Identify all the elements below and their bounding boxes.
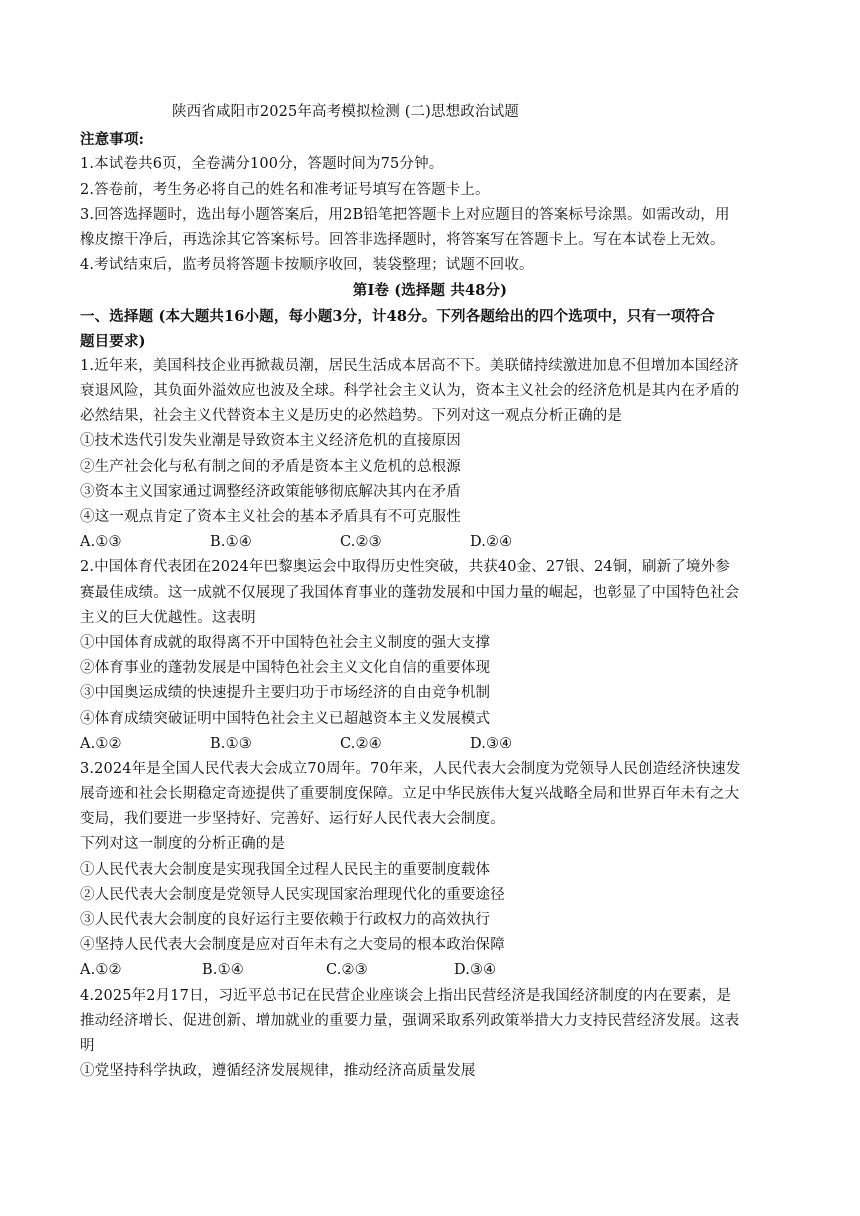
question-stem: 明 [80, 1037, 95, 1054]
statement: ②生产社会化与私有制之间的矛盾是资本主义危机的总根源 [80, 458, 461, 475]
option-c: C.②④ [340, 735, 382, 752]
question-stem: 4.2025年2月17日，习近平总书记在民营企业座谈会上指出民营经济是我国经济制度的内在要素，是 [80, 987, 732, 1004]
notice-item: 2.答卷前，考生务必将自己的姓名和准考证号填写在答题卡上。 [80, 181, 490, 198]
statement: ①党坚持科学执政，遵循经济发展规律，推动经济高质量发展 [80, 1063, 476, 1080]
question-stem: 衰退风险，其负面外溢效应也波及全球。科学社会主义认为，资本主义社会的经济危机是其内在矛盾的 [80, 383, 740, 400]
statement: ①人民代表大会制度是实现我国全过程人民民主的重要制度载体 [80, 861, 491, 878]
option-b: B.①④ [202, 962, 244, 979]
statement: ③人民代表大会制度的良好运行主要依赖于行政权力的高效执行 [80, 912, 491, 928]
question-stem: 赛最佳成绩。这一成就不仅展现了我国体育事业的蓬勃发展和中国力量的崛起，也彰显了中国特色社会 [80, 584, 740, 601]
notice-item: 4.考试结束后，监考员将答题卡按顺序收回，装袋整理；试题不回收。 [80, 257, 534, 274]
question-4 [80, 984, 780, 1085]
question-1 [80, 354, 780, 556]
notice-item: 橡皮擦干净后，再选涂其它答案标号。回答非选择题时，将答案写在答题卡上。写在本试卷上无效。 [80, 231, 725, 248]
question-stem: 下列对这一制度的分析正确的是 [80, 836, 286, 853]
question-stem: 1.近年来，美国科技企业再掀裁员潮，居民生活成本居高不下。美联储持续激进加息不但增加本国经济 [80, 357, 739, 374]
question-stem: 必然结果，社会主义代替资本主义是历史的必然趋势。下列对这一观点分析正确的是 [80, 408, 623, 425]
question-3 [80, 757, 780, 984]
option-b: B.①③ [210, 735, 252, 752]
question-stem: 3.2024年是全国人民代表大会成立70周年。70年来，人民代表大会制度为党领导人民创造经济快速发 [80, 760, 741, 777]
option-a: A.①② [80, 735, 122, 752]
answer-options [80, 732, 780, 757]
question-stem: 2.中国体育代表团在2024年巴黎奥运会中取得历史性突破，共获40金、27银、24铜，刷新了境外参 [80, 559, 730, 576]
option-b: B.①④ [210, 534, 252, 551]
statement: ④坚持人民代表大会制度是应对百年未有之大变局的根本政治保障 [80, 937, 505, 954]
option-a: A.①③ [80, 534, 122, 551]
statement: ③中国奥运成绩的快速提升主要归功于市场经济的自由竞争机制 [80, 685, 491, 702]
question-stem: 主义的巨大优越性。这表明 [80, 609, 256, 626]
question-stem: 推动经济增长、促进创新、增加就业的重要力量，强调采取系列政策举措大力支持民营经济发展。这表 [80, 1012, 740, 1029]
answer-options [80, 530, 780, 555]
notice-heading: 注意事项: [80, 131, 145, 149]
question-stem: 变局，我们要进一步坚持好、完善好、运行好人民代表大会制度。 [80, 811, 505, 828]
option-d: D.③④ [454, 962, 497, 979]
notice-item: 1.本试卷共6页，全卷满分100分，答题时间为75分钟。 [80, 156, 444, 173]
statement: ②体育事业的蓬勃发展是中国特色社会主义文化自信的重要体现 [80, 660, 491, 677]
question-2 [80, 555, 780, 757]
statement: ②人民代表大会制度是党领导人民实现国家治理现代化的重要途径 [80, 886, 505, 903]
statement: ③资本主义国家通过调整经济政策能够彻底解决其内在矛盾 [80, 483, 461, 500]
volume-title: 第Ⅰ卷 (选择题 共48分) [352, 282, 508, 300]
option-d: D.②④ [470, 534, 513, 551]
question-stem: 展奇迹和社会长期稳定奇迹提供了重要制度保障。立足中华民族伟大复兴战略全局和世界百年未有之大 [80, 786, 740, 803]
statement: ④体育成绩突破证明中国特色社会主义已超越资本主义发展模式 [80, 710, 491, 727]
notice-item: 3.回答选择题时，选出每小题答案后，用2B铅笔把答题卡上对应题目的答案标号涂黑。如需改动，用 [80, 206, 730, 223]
statement: ①中国体育成就的取得离不开中国特色社会主义制度的强大支撑 [80, 634, 491, 651]
statement: ④这一观点肯定了资本主义社会的基本矛盾具有不可克服性 [80, 509, 461, 525]
answer-options [80, 958, 780, 983]
page-title: 陕西省咸阳市2025年高考模拟检测 (二)思想政治试题 [172, 104, 519, 120]
option-d: D.③④ [470, 735, 513, 752]
option-c: C.②③ [326, 962, 368, 979]
section-heading: 一、选择题 (本大题共16小题，每小题3分，计48分。下列各题给出的四个选项中，只有一项符合 [80, 307, 715, 325]
option-c: C.②③ [340, 534, 382, 551]
exam-paper [80, 100, 780, 1084]
statement: ①技术迭代引发失业潮是导致资本主义经济危机的直接原因 [80, 433, 461, 450]
section-heading: 题目要求) [80, 332, 146, 350]
option-a: A.①② [80, 962, 122, 979]
